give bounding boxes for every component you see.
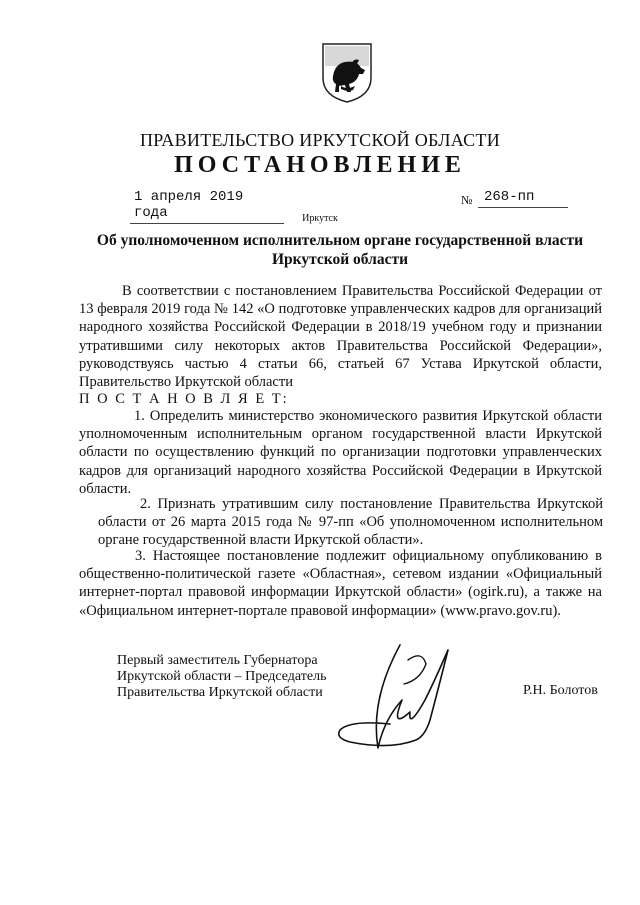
signatory-position [117,653,326,701]
city: Иркутск [302,213,338,224]
signatory-name: Р.Н. Болотов [523,683,598,698]
resolves-line: П О С Т А Н О В Л Я Е Т: [79,391,289,407]
document-number: 268-пп [478,189,568,208]
signatory-position-line-3: Правительства Иркутской области [117,685,323,700]
document-title: Об уполномоченном исполнительном органе государственной власти Иркутской области [96,232,584,268]
signatory-position-line-2: Иркутской области – Председатель [117,669,327,684]
item-1-paragraph: 1. Определить министерство экономического развития Иркутской области уполномоченным исполнительным органом государственной власти Иркутской области по осуществлению функций по организации подготовки управленческих кадров для организаций народного хозяйства Российской Федерации в Иркутской области. [79,408,602,497]
document-date: 1 апреля 2019 года [130,189,284,224]
irkutsk-coat-of-arms-icon [321,42,373,104]
preamble-paragraph: В соответствии с постановлением Правительства Российской Федерации от 13 февраля 2019 года № 142 «О подготовке управленческих кадров для организаций народного хозяйства Российской Федерации в 2018/19 учебном году и признании утратившими силу некоторых актов Правительства Российской Федерации», руководствуясь частью 4 статьи 66, статьей 67 Устава Иркутской области, Правительство Иркутской области [79,283,602,391]
number-sign: № [461,193,473,207]
item-2-paragraph: 2. Признать утратившим силу постановление Правительства Иркутской области от 26 марта 2015 года № 97-пп «Об уполномоченном исполнительном органе государственной власти Иркутской области». [98,496,603,549]
item-3-paragraph: 3. Настоящее постановление подлежит официальному опубликованию в общественно-политической газете «Областная», сетевом издании «Официальный интернет-портал правовой информации Иркутской области» (ogirk.ru), а также на «Официальном интернет-портале правовой информации» (www.pravo.gov.ru). [79,548,602,619]
handwritten-signature [330,640,480,760]
document-type: ПОСТАНОВЛЕНИЕ [174,152,466,178]
signatory-position-line-1: Первый заместитель Губернатора [117,653,318,668]
government-name: ПРАВИТЕЛЬСТВО ИРКУТСКОЙ ОБЛАСТИ [139,130,501,150]
